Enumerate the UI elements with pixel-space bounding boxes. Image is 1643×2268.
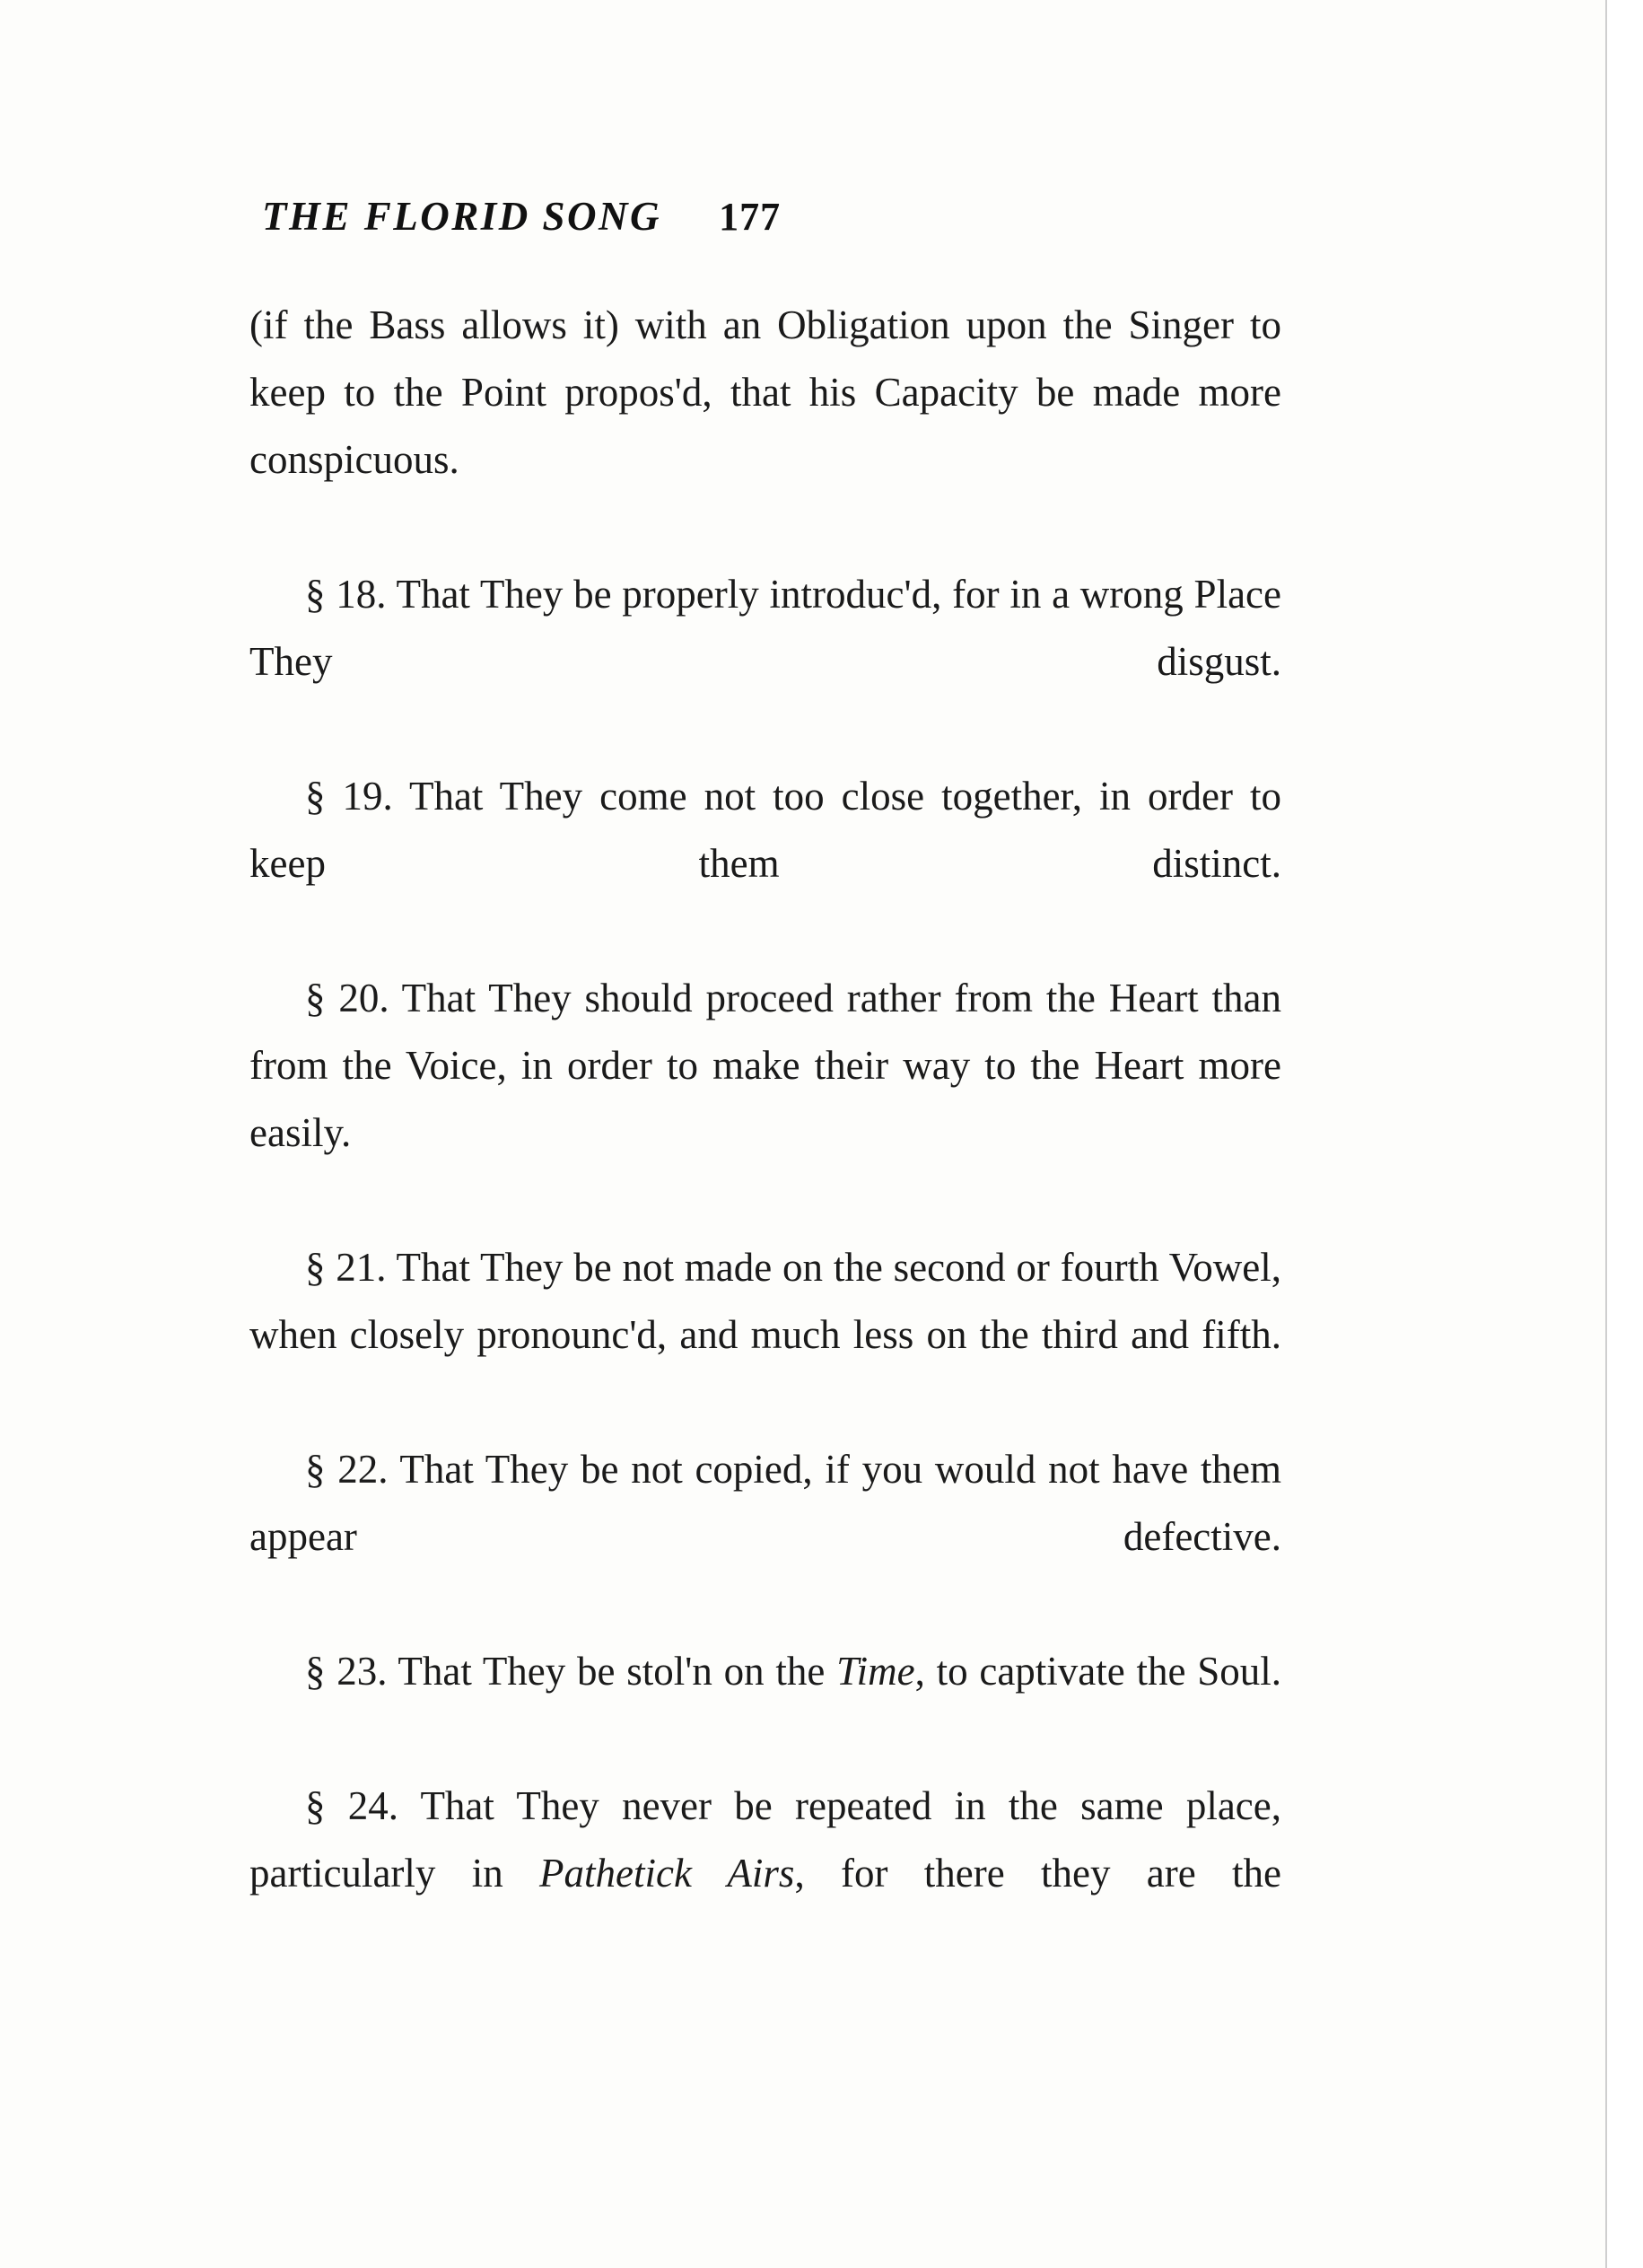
running-head-title: THE FLORID SONG	[262, 194, 662, 239]
section-24-text-after: , for there they are the	[794, 1851, 1281, 1896]
section-24-italic-term: Pathetick Airs	[539, 1851, 795, 1896]
paragraph-section-20: § 20. That They should proceed rather from the Heart than from the Voice, in order to make their way to the Heart more easily.	[249, 976, 1281, 1155]
paragraph-section-19: § 19. That They come not too close together, in order to keep them distinct.	[249, 774, 1281, 886]
paragraph-continued: (if the Bass allows it) with an Obligation upon the Singer to keep to the Point propos'd, that his Capacity be made more conspicuous.	[249, 302, 1281, 482]
section-23-italic-term: Time	[836, 1649, 915, 1694]
section-24-text-before: § 24. That They never be repeated in the same place, particularly in	[249, 1783, 1281, 1896]
running-head	[249, 193, 1281, 240]
paragraph-section-18: § 18. That They be properly introduc'd, for in a wrong Place They disgust.	[249, 572, 1281, 684]
section-23-text-before: § 23. That They be stol'n on the	[305, 1649, 837, 1694]
page-gutter-edge	[1605, 0, 1643, 2268]
page-text-block	[249, 193, 1281, 1975]
paragraph-section-24	[249, 1773, 1281, 1975]
page-number: 177	[719, 195, 782, 239]
paragraph-section-22: § 22. That They be not copied, if you would not have them appear defective.	[249, 1447, 1281, 1559]
paragraph-section-23	[249, 1638, 1281, 1773]
paragraph-section-21: § 21. That They be not made on the second or fourth Vowel, when closely pronounc'd, and much less on the third and fifth.	[249, 1245, 1281, 1357]
section-23-text-after: , to captivate the Soul.	[914, 1649, 1281, 1694]
